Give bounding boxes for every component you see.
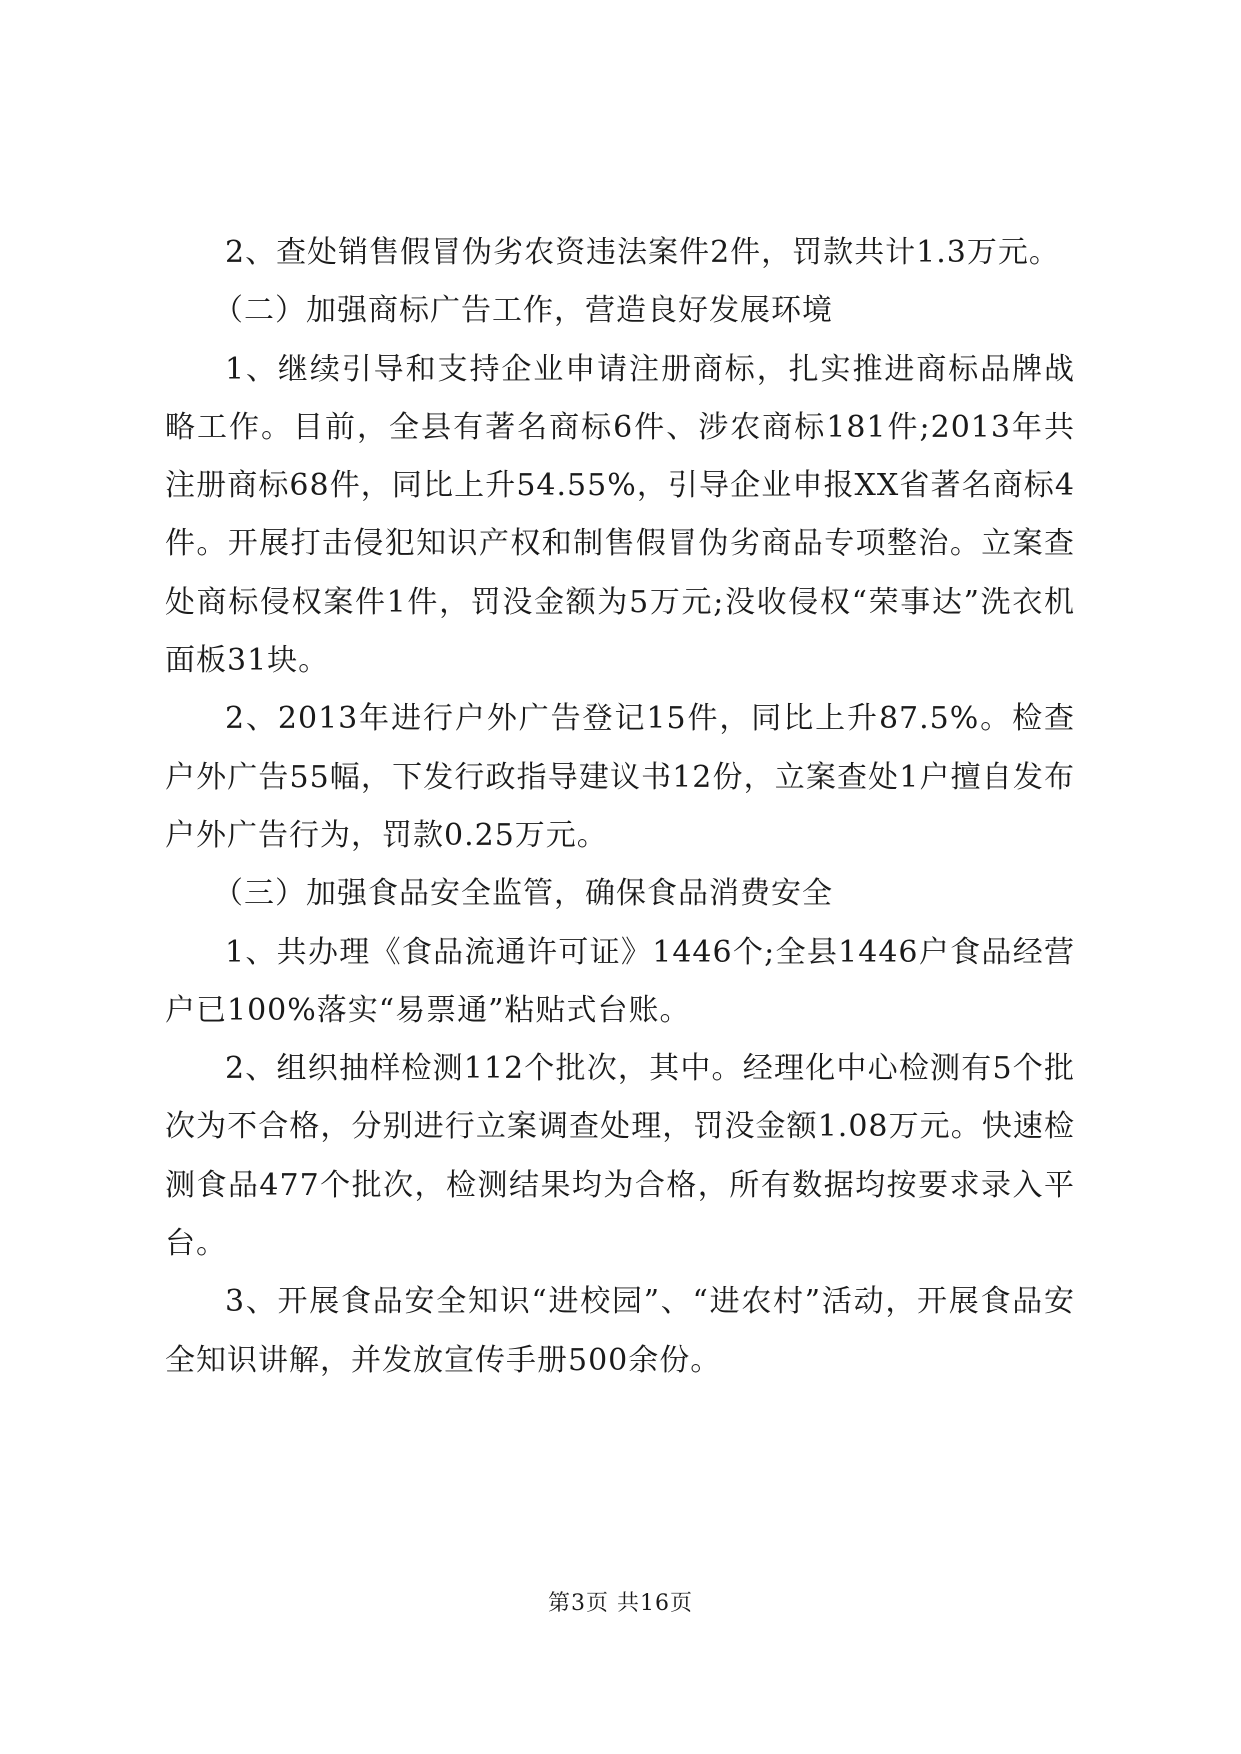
section-heading-2: （二）加强商标广告工作，营造良好发展环境 xyxy=(213,293,833,329)
document-body xyxy=(165,224,1075,1390)
paragraph-4: 2、2013年进行户外广告登记15件，同比上升87.5%。检查户外广告55幅，下发行政指导建议书12份，立案查处1户擅自发布户外广告行为，罚款0.25万元。 xyxy=(165,701,1075,853)
paragraph-1: 2、查处销售假冒伪劣农资违法案件2件，罚款共计1.3万元。 xyxy=(225,235,1060,270)
paragraph-3: 1、继续引导和支持企业申请注册商标，扎实推进商标品牌战略工作。目前，全县有著名商标6件、涉农商标181件;2013年共注册商标68件，同比上升54.55%，引导企业申报XX省著名商标4件。开展打击侵犯知识产权和制售假冒伪劣商品专项整治。立案查处商标侵权案件1件，罚没金额为5万元;没收侵权“荣事达”洗衣机面板31块。 xyxy=(165,351,1075,679)
paragraph-8: 3、开展食品安全知识“进校园”、“进农村”活动，开展食品安全知识讲解，并发放宣传手册500余份。 xyxy=(165,1284,1075,1378)
paragraph-7: 2、组织抽样检测112个批次，其中。经理化中心检测有5个批次为不合格，分别进行立案调查处理，罚没金额1.08万元。快速检测食品477个批次，检测结果均为合格，所有数据均按要求录入平台。 xyxy=(165,1051,1075,1262)
section-heading-5: （三）加强食品安全监管，确保食品消费安全 xyxy=(213,876,833,912)
paragraph-6: 1、共办理《食品流通许可证》1446个;全县1446户食品经营户已100%落实“易票通”粘贴式台账。 xyxy=(165,934,1075,1028)
page-number-footer: 第3页 共16页 xyxy=(548,1591,693,1616)
